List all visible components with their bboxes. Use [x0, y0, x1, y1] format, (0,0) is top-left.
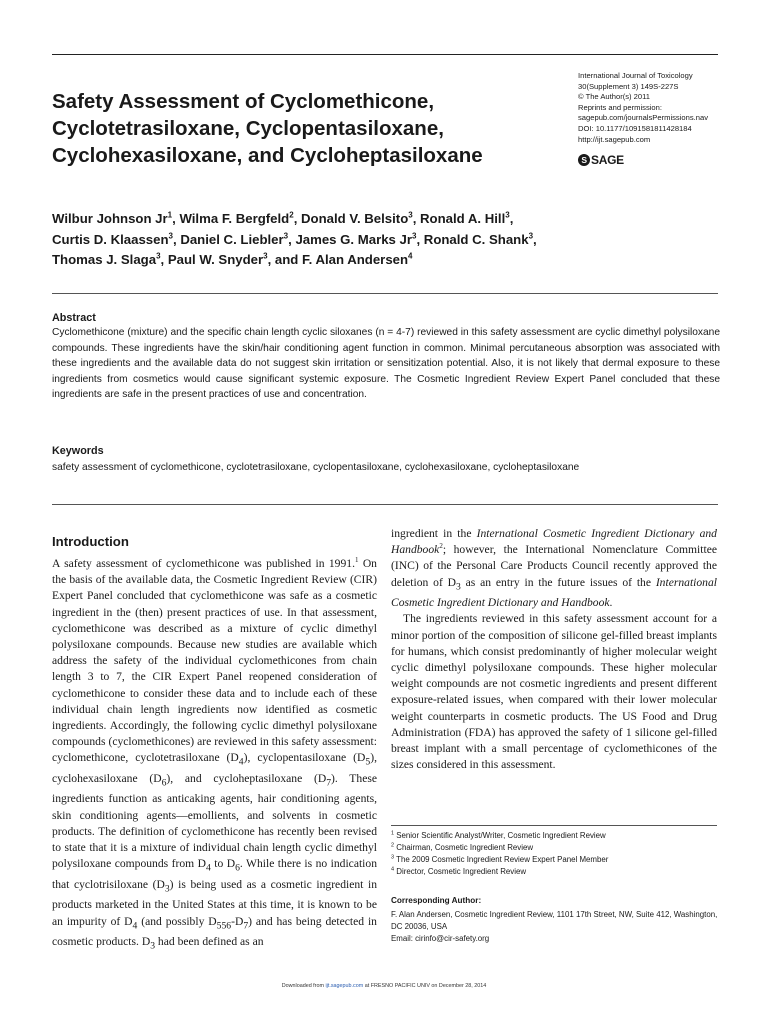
body-paragraph: A safety assessment of cyclomethicone was published in 1991.$^1$ On the basis of the available data, the Cosmetic Ingredient Review (CIR) Expert Panel concluded that cyclomethicone was safe as a cosmetic ingredient in the (then) present practices of use. In that assessment, cyclomethicone was described as a mixture of cyclic dimethyl polysiloxane compounds. Because new studies are available which address the safety of the individual cyclomethicones from chain length 3 to 7, the CIR Expert Panel reopened consideration of cyclomethicone to consider these data and to include each of these individual chain length ingredients now identified as cosmetic ingredients. Accordingly, the following cyclic dimethyl polysiloxane compounds (cyclomethicones) are reviewed in this safety assessment: cyclomethicone, cyclotetrasiloxane $(D_4)$, cyclopentasiloxane $(D_5)$, cyclohexasiloxane $(D_6)$, and cycloheptasiloxane $(D_7)$. These ingredients function as anticaking agents, hair conditioning agents, skin conditioning agents—emollients, and solvents in cosmetic products. The definition of cyclomethicone has recently been revised to state that it is a mixture of individual chain length cyclic dimethyl polysiloxane compounds from $D_4$ to $D_6$. While there is no indication that cyclotrisiloxane $(D_3)$ is being used as a cosmetic ingredient in products marketed in the United States at this time, it is known to be an impurity of $D_4$ (and possibly $D_{556}-D_7$) and has being detected in cosmetic products. $D_3$ had been defined as an	[52, 556, 377, 952]
journal-url[interactable]: http://ijt.sagepub.com	[578, 134, 651, 144]
author-affiliation: 3	[263, 251, 268, 261]
permissions-link[interactable]: sagepub.com/journalsPermissions.nav	[578, 113, 709, 123]
download-notice	[0, 983, 768, 989]
author-name: Wilbur Johnson Jr	[52, 211, 168, 226]
introduction-heading: Introduction	[52, 534, 129, 549]
journal-meta	[578, 71, 748, 145]
corresponding-author-heading: Corresponding Author:	[391, 896, 482, 905]
author-name: Ronald C. Shank	[423, 231, 529, 247]
author-affiliation: 3	[505, 210, 510, 220]
author-list	[52, 209, 692, 271]
footnote	[391, 866, 721, 878]
footnote-number: 4	[391, 866, 395, 873]
keywords-text: safety assessment of cyclomethicone, cyclotetrasiloxane, cyclopentasiloxane, cyclohexasiloxane, cycloheptasiloxane	[52, 462, 580, 473]
author-name: James G. Marks Jr	[295, 231, 413, 247]
sage-logo	[578, 153, 624, 167]
reprints-label: Reprints and permission:	[578, 102, 662, 112]
section-divider	[52, 504, 718, 505]
author-name: Ronald A. Hill	[420, 211, 506, 226]
author-name: Daniel C. Liebler	[180, 231, 284, 247]
download-prefix: Downloaded from	[281, 983, 324, 989]
author-affiliation: 2	[289, 210, 294, 220]
corresponding-author	[391, 909, 721, 945]
author-separator: ,	[533, 231, 537, 247]
footnote-text: Senior Scientific Analyst/Writer, Cosmetic Ingredient Review	[396, 831, 606, 840]
author-name: Donald V. Belsito	[301, 211, 409, 226]
body-paragraph: The ingredients reviewed in this safety assessment account for a minor portion of the composition of silicone gel-filled breast implants for humans, which consist predominantly of higher molecular weight cyclic dimethyl polysiloxane compounds. These higher molecular weight compounds are not cosmetic ingredients and present different exposure-related issues, when compared with their lower molecular weight counterparts in cosmetic products. The US Food and Drug Administration (FDA) has approved the safety of 1 silicone gel-filled breast implant with a small percentage of cyclomethicones of the sizes considered in this assessment.	[391, 612, 717, 772]
footnote	[391, 842, 721, 854]
footnote-text: Director, Cosmetic Ingredient Review	[396, 867, 527, 876]
download-suffix: at FRESNO PACIFIC UNIV on December 28, 2014	[364, 983, 487, 989]
footnote	[391, 854, 721, 866]
author-separator: ,	[293, 211, 302, 226]
corresponding-email[interactable]: Email: cirinfo@cir-safety.org	[391, 934, 490, 943]
author-separator: ,	[416, 231, 424, 247]
body-column-left	[52, 556, 377, 955]
body-column-right	[391, 526, 717, 773]
body-paragraph: ingredient in the International Cosmetic Ingredient Dictionary and Handbook$^2$; however, the International Nomenclature Committee (INC) of the Personal Care Products Council recently approved the deletion of $D_3$ as an entry in the future issues of the International Cosmetic Ingredient Dictionary and Handbook.	[391, 527, 717, 610]
author-separator: ,	[172, 211, 180, 226]
footnote	[391, 830, 721, 842]
author-name: Wilma F. Bergfeld	[179, 211, 290, 226]
author-separator: ,	[288, 231, 296, 247]
affiliation-footnotes	[391, 830, 721, 878]
abstract-text: Cyclomethicone (mixture) and the specific chain length cyclic siloxanes (n = 4-7) reviewed in this safety assessment are cyclic dimethyl polysiloxane compounds. These ingredients have the skin/hair conditioning agent function in common. Minimal percutaneous absorption was associated with these ingredients and the available data do not suggest skin irritation or sensitization potential. Also, it is not likely that dermal exposure to these ingredients from cosmetics would cause significant systemic exposure. The Cosmetic Ingredient Review Expert Panel concluded that these ingredients are safe in the present practices of use and concentration.	[52, 327, 720, 400]
author-name: F. Alan Andersen	[302, 252, 409, 267]
author-separator: ,	[172, 231, 181, 247]
sage-mark-icon: S	[578, 154, 590, 166]
author-affiliation: 3	[408, 210, 413, 220]
author-affiliation: 3	[283, 231, 289, 241]
author-affiliation: 3	[156, 251, 161, 261]
journal-volume: 30(Supplement 3) 149S-227S	[578, 81, 679, 91]
author-separator: , and	[267, 252, 303, 267]
author-separator: ,	[160, 252, 168, 267]
author-affiliation: 3	[528, 231, 534, 241]
author-name: Thomas J. Slaga	[52, 252, 157, 267]
article-title: Safety Assessment of Cyclomethicone, Cyclotetrasiloxane, Cyclopentasiloxane, Cyclohexasiloxane, and Cycloheptasiloxane	[52, 90, 483, 167]
author-affiliation: 3	[168, 231, 173, 241]
author-name: Paul W. Snyder	[167, 252, 264, 267]
abstract-heading: Abstract	[52, 312, 96, 324]
copyright: © The Author(s) 2011	[578, 92, 651, 102]
footnote-text: Chairman, Cosmetic Ingredient Review	[396, 843, 534, 852]
author-affiliation: 1	[167, 210, 173, 220]
author-separator: ,	[509, 211, 514, 226]
sage-wordmark: SAGE	[591, 153, 624, 167]
keywords-heading: Keywords	[52, 445, 104, 457]
footnote-number: 1	[391, 830, 395, 837]
author-separator: ,	[412, 211, 421, 226]
footnote-divider	[391, 825, 717, 826]
download-link[interactable]: ijt.sagepub.com	[325, 983, 364, 989]
footnote-number: 2	[391, 842, 395, 849]
section-divider	[52, 293, 718, 294]
top-rule	[52, 54, 718, 55]
author-affiliation: 3	[412, 231, 417, 241]
journal-name: International Journal of Toxicology	[578, 71, 693, 80]
corresponding-address: F. Alan Andersen, Cosmetic Ingredient Review, 1101 17th Street, NW, Suite 412, Washington, DC 20036, USA	[391, 910, 718, 931]
doi[interactable]: DOI: 10.1177/1091581811428184	[578, 123, 692, 133]
author-name: Curtis D. Klaassen	[52, 231, 169, 247]
footnote-number: 3	[391, 854, 395, 861]
footnote-text: The 2009 Cosmetic Ingredient Review Expert Panel Member	[396, 855, 609, 864]
author-affiliation: 4	[408, 251, 413, 261]
